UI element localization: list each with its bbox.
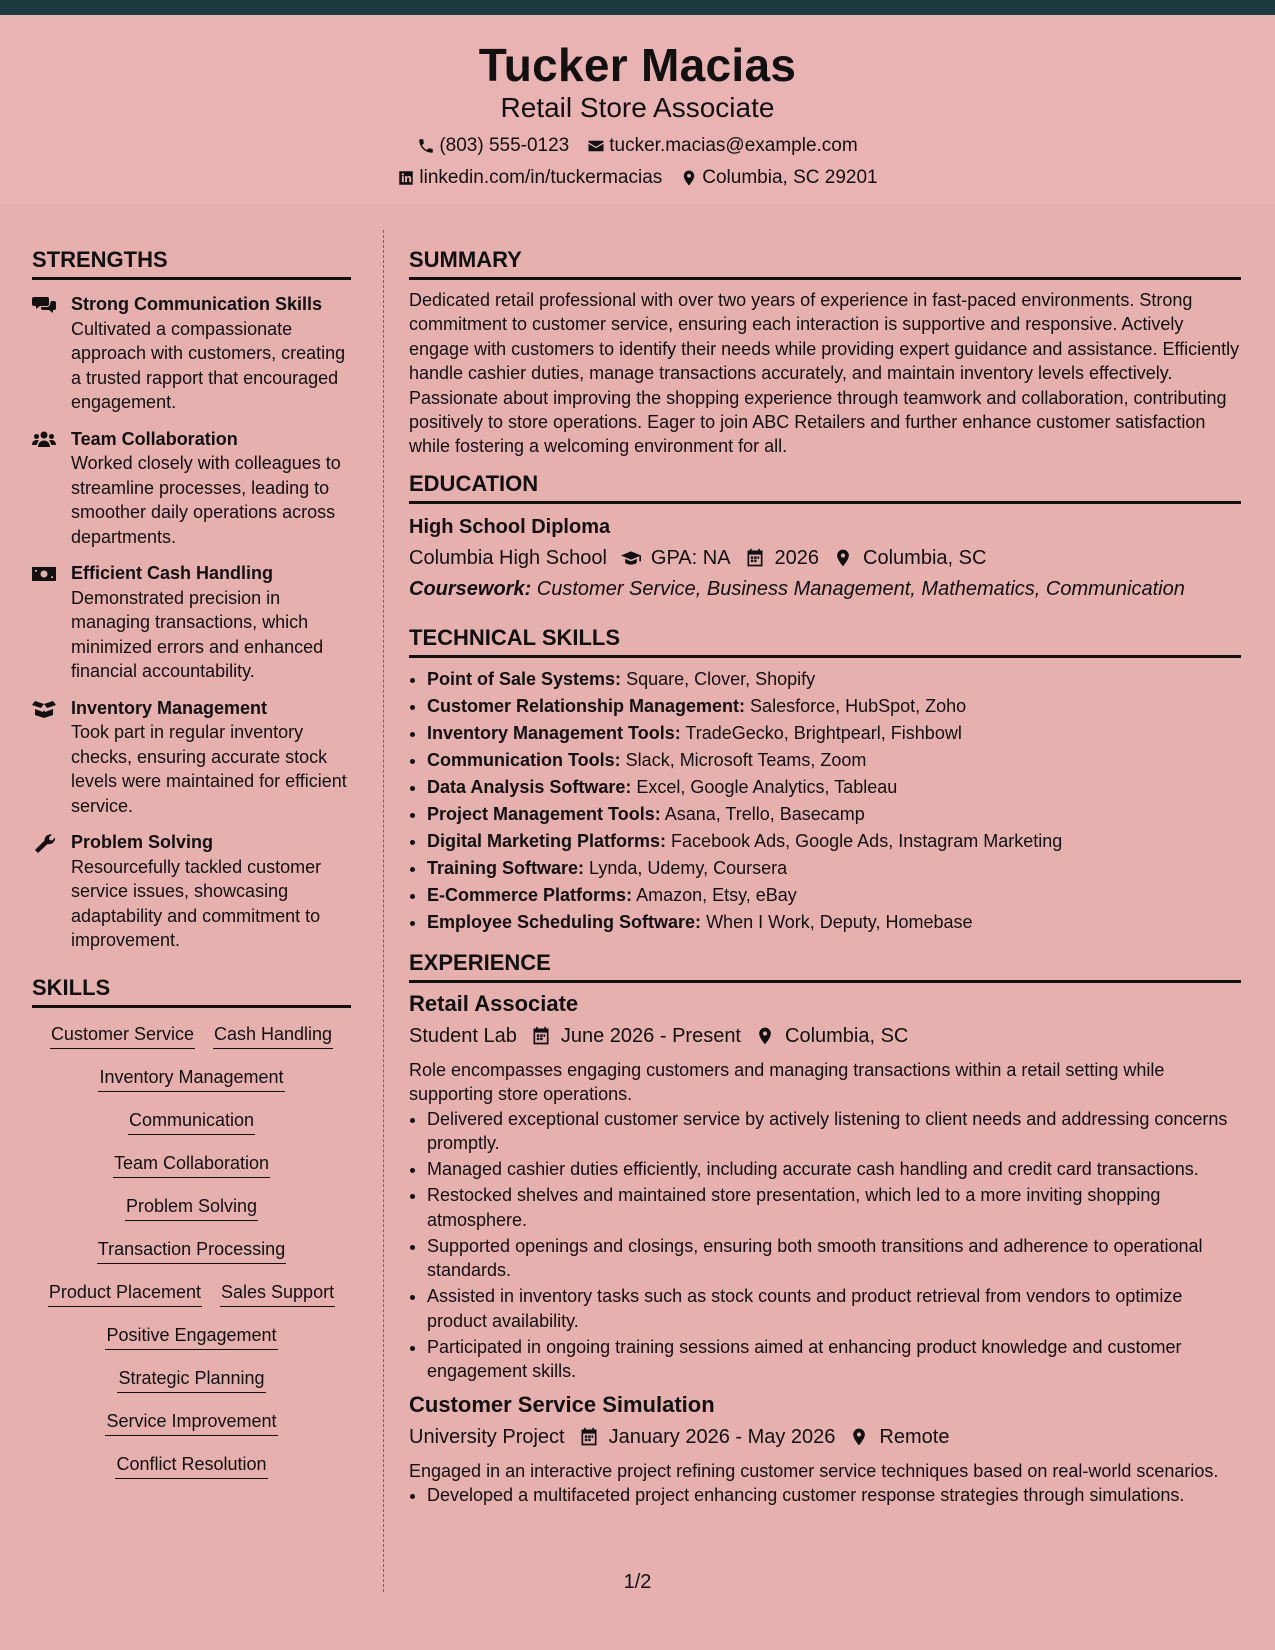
right-column [409, 245, 1241, 1509]
left-column [32, 245, 351, 1479]
money-bill-icon [32, 564, 56, 584]
experience-entry [409, 990, 1241, 1384]
list-item: • Supported openings and closings, ensuring both smooth transitions and adherence to operational standards. [427, 1234, 1241, 1283]
comments-icon [32, 295, 56, 315]
calendar-icon [579, 1427, 599, 1447]
contact-row-1 [0, 135, 1275, 157]
skill-chip: Service Improvement [105, 1409, 277, 1436]
job-title: Customer Service Simulation [409, 1391, 715, 1417]
map-marker-icon [755, 1026, 775, 1046]
skill-chip: Sales Support [220, 1280, 335, 1307]
strength-title: Efficient Cash Handling [71, 563, 274, 583]
job-meta [409, 1423, 1241, 1451]
page-number: 1/2 [623, 1571, 652, 1593]
tech-skill-label: E-Commerce Platforms: [427, 884, 633, 905]
tech-skill-label: Employee Scheduling Software: [427, 911, 702, 932]
skill-chip: Team Collaboration [113, 1151, 270, 1178]
technical-skills-list [409, 666, 1241, 936]
tech-skill-label: Digital Marketing Platforms: [427, 830, 667, 851]
education-degree: High School Diploma [409, 515, 611, 538]
list-item [427, 774, 1241, 801]
tech-skill-value: Amazon, Etsy, eBay [632, 884, 797, 905]
email-contact[interactable] [587, 135, 857, 157]
job-title: Retail Associate [409, 990, 579, 1016]
list-item: • Assisted in inventory tasks such as stock counts and product retrieval from vendors to optimize product availability. [427, 1284, 1241, 1333]
phone-icon [417, 137, 435, 155]
strength-item [32, 696, 351, 819]
resume-header [0, 15, 1275, 204]
linkedin-icon [397, 169, 415, 187]
strength-desc: Demonstrated precision in managing transactions, which minimized errors and enhanced financial accountability. [71, 587, 324, 681]
email-text[interactable]: tucker.macias@example.com [609, 135, 858, 156]
tech-skill-label: Point of Sale Systems: [427, 668, 622, 689]
job-org: University Project [409, 1425, 565, 1448]
list-item: • Developed a multifaceted project enhancing customer response strategies through simulations. [427, 1483, 1241, 1508]
list-item [427, 909, 1241, 936]
tech-skill-value: Asana, Trello, Basecamp [660, 803, 865, 824]
list-item [427, 720, 1241, 747]
tech-skill-label: Project Management Tools: [427, 803, 661, 824]
skill-chip: Customer Service [50, 1022, 195, 1049]
linkedin-text[interactable]: linkedin.com/in/tuckermacias [419, 167, 663, 188]
strength-title: Inventory Management [71, 697, 268, 718]
contact-row-2 [0, 167, 1275, 189]
location-contact [680, 167, 877, 189]
coursework-label: Coursework: [409, 577, 532, 600]
list-item: • Managed cashier duties efficiently, including accurate cash handling and credit card transactions. [427, 1157, 1241, 1182]
candidate-name: Tucker Macias [478, 39, 797, 91]
envelope-icon [587, 137, 605, 155]
column-divider [383, 230, 384, 1592]
list-item [427, 666, 1241, 693]
job-bullets [409, 1483, 1241, 1508]
tech-skill-label: Training Software: [427, 857, 585, 878]
skill-chip: Conflict Resolution [115, 1452, 267, 1479]
strength-desc: Resourcefully tackled customer service issues, showcasing adaptability and commitment to improvement. [71, 856, 322, 950]
list-item [427, 828, 1241, 855]
list-item [427, 882, 1241, 909]
strength-title: Team Collaboration [71, 428, 238, 449]
tech-skill-label: Inventory Management Tools: [427, 722, 681, 743]
strength-title: Problem Solving [71, 832, 214, 852]
strengths-heading: STRENGTHS [32, 245, 351, 280]
candidate-title: Retail Store Associate [500, 92, 775, 123]
job-location: Columbia, SC [785, 1024, 909, 1047]
tech-skill-label: Data Analysis Software: [427, 776, 632, 797]
location-text: Columbia, SC 29201 [702, 167, 878, 188]
list-item [427, 855, 1241, 882]
job-description: Role encompasses engaging customers and managing transactions within a retail setting while supporting store operations. [409, 1059, 1165, 1105]
experience-heading: EXPERIENCE [409, 948, 1241, 983]
strength-item [32, 427, 351, 550]
skills-list [32, 1022, 351, 1479]
skill-chip: Cash Handling [213, 1022, 333, 1049]
strength-desc: Took part in regular inventory checks, ensuring accurate stock levels were maintained for efficient service. [71, 722, 347, 816]
coursework [409, 575, 1241, 603]
job-description: Engaged in an interactive project refining customer service techniques based on real-world scenarios. [409, 1460, 1219, 1481]
skill-chip: Inventory Management [98, 1065, 284, 1092]
map-marker-icon [680, 169, 698, 187]
users-icon [32, 430, 56, 450]
coursework-list: Customer Service, Business Management, Mathematics, Communication [531, 577, 1185, 600]
tech-skill-value: Lynda, Udemy, Coursera [584, 857, 788, 878]
strength-title: Strong Communication Skills [71, 294, 323, 314]
tech-skill-value: Excel, Google Analytics, Tableau [631, 776, 898, 797]
gpa-text: GPA: NA [650, 546, 731, 569]
list-item: • Participated in ongoing training sessions aimed at enhancing product knowledge and customer engagement skills. [427, 1335, 1241, 1384]
strength-desc: Worked closely with colleagues to streamline processes, leading to smoother daily operations across departments. [71, 453, 341, 547]
skills-heading: SKILLS [32, 973, 351, 1008]
strength-item [32, 561, 351, 684]
strength-item [32, 830, 351, 953]
tech-skill-value: TradeGecko, Brightpearl, Fishbowl [680, 722, 962, 743]
school-location: Columbia, SC [863, 546, 987, 569]
wrench-icon [32, 833, 56, 853]
skill-chip: Positive Engagement [105, 1323, 277, 1350]
job-meta [409, 1022, 1241, 1050]
tech-skill-label: Communication Tools: [427, 749, 621, 770]
job-location: Remote [879, 1425, 950, 1448]
job-dates: June 2026 - Present [560, 1024, 741, 1047]
tech-skill-label: Customer Relationship Management: [427, 695, 746, 716]
list-item: • Restocked shelves and maintained store presentation, which led to a more inviting shopping atmosphere. [427, 1183, 1241, 1232]
strength-item [32, 292, 351, 415]
summary-text: Dedicated retail professional with over two years of experience in fast-paced environments. Strong commitment to customer service, ensuring each interaction is supportive and responsive. Actively engage with customers to identify their needs while providing expert guidance and assistance. Efficiently handle cashier duties, manage transactions accurately, and maintain inventory levels effectively. Passionate about improving the shopping experience through teamwork and collaboration, contributing positively to store operations. Eager to join ABC Retailers and further enhance customer satisfaction while fostering a welcoming environment for all. [409, 290, 1240, 457]
top-accent-bar [0, 0, 1275, 15]
linkedin-contact[interactable] [397, 167, 662, 189]
job-dates: January 2026 - May 2026 [608, 1425, 836, 1448]
education-heading: EDUCATION [409, 469, 1241, 504]
list-item: • Delivered exceptional customer service by actively listening to client needs and addressing concerns promptly. [427, 1107, 1241, 1156]
graduation-cap-icon [621, 548, 641, 568]
calendar-icon [745, 548, 765, 568]
phone-text: (803) 555-0123 [439, 135, 570, 156]
calendar-icon [531, 1026, 551, 1046]
job-org: Student Lab [409, 1024, 517, 1047]
summary-heading: SUMMARY [409, 245, 1241, 280]
skill-chip: Product Placement [48, 1280, 202, 1307]
technical-skills-heading: TECHNICAL SKILLS [409, 623, 1241, 658]
skill-chip: Communication [128, 1108, 255, 1135]
tech-skill-value: When I Work, Deputy, Homebase [701, 911, 973, 932]
experience-entry [409, 1391, 1241, 1508]
tech-skill-value: Slack, Microsoft Teams, Zoom [620, 749, 867, 770]
tech-skill-value: Salesforce, HubSpot, Zoho [745, 695, 967, 716]
list-item [427, 801, 1241, 828]
list-item [427, 693, 1241, 720]
strength-desc: Cultivated a compassionate approach with customers, creating a trusted rapport that encouraged engagement. [71, 318, 346, 412]
skill-chip: Strategic Planning [117, 1366, 265, 1393]
skill-chip: Transaction Processing [97, 1237, 286, 1264]
job-bullets [409, 1107, 1241, 1384]
school-name: Columbia High School [409, 546, 607, 569]
education-meta [409, 544, 1241, 572]
map-marker-icon [833, 548, 853, 568]
tech-skill-value: Facebook Ads, Google Ads, Instagram Marketing [666, 830, 1063, 851]
map-marker-icon [849, 1427, 869, 1447]
box-open-icon [32, 699, 56, 719]
skill-chip: Problem Solving [125, 1194, 258, 1221]
graduation-year: 2026 [774, 546, 820, 569]
phone-contact [417, 135, 569, 157]
tech-skill-value: Square, Clover, Shopify [621, 668, 816, 689]
list-item [427, 747, 1241, 774]
